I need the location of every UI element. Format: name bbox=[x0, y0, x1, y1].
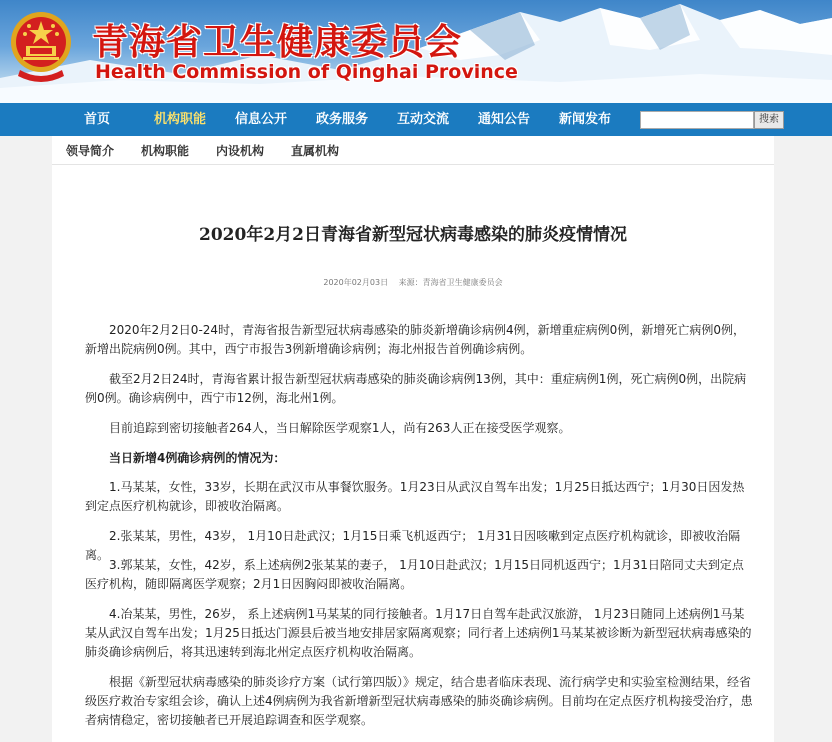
nav-item-home[interactable]: 首页 bbox=[84, 112, 111, 127]
article-date: 2020年02月03日 bbox=[323, 278, 389, 287]
search-input[interactable] bbox=[640, 111, 754, 129]
article-paragraph: 1.马某某，女性，33岁，长期在武汉市从事餐饮服务。1月23日从武汉自驾车出发；1月25日抵达西宁；1月30日因发热到定点医疗机构就诊，即被收治隔离。 bbox=[85, 480, 745, 513]
subnav-item-functions[interactable]: 机构职能 bbox=[141, 144, 190, 158]
nav-item-interaction[interactable]: 互动交流 bbox=[397, 112, 450, 127]
sub-nav bbox=[52, 136, 774, 165]
article-source: 来源：青海省卫生健康委员会 bbox=[398, 278, 503, 287]
subnav-item-leaders[interactable]: 领导简介 bbox=[66, 144, 115, 158]
article-title: 2020年2月2日青海省新型冠状病毒感染的肺炎疫情情况 bbox=[199, 225, 627, 245]
article-paragraph: 4.冶某某，男性，26岁， 系上述病例1马某某的同行接触者。1月17日自驾车赴武汉旅游， 1月23日随同上述病例1马某某从武汉自驾车出发；1月25日抵达门源县后被当地安排居家隔离观察；同行者上述病例1马某某被诊断为新型冠状病毒感染的肺炎确诊病例后，将其迅速转到海北州定点医疗机构收治隔离。 bbox=[85, 607, 752, 659]
article-paragraph: 2020年2月2日0-24时，青海省报告新型冠状病毒感染的肺炎新增确诊病例4例，新增重症病例0例，新增死亡病例0例，新增出院病例0例。其中，西宁市报告3例新增确诊病例；海北州报告首例确诊病例。 bbox=[85, 323, 745, 356]
article-paragraph: 根据《新型冠状病毒感染的肺炎诊疗方案（试行第四版）》规定，结合患者临床表现、流行病学史和实验室检测结果，经省级医疗救治专家组会诊，确认上述4例病例为我省新增新型冠状病毒感染的肺炎确诊病例。目前均在定点医疗机构接受治疗，患者病情稳定，密切接触者已开展追踪调查和医学观察。 bbox=[85, 675, 753, 727]
article-paragraph: 目前追踪到密切接触者264人，当日解除医学观察1人，尚有263人正在接受医学观察。 bbox=[109, 421, 571, 435]
site-title-en: Health Commission of Qinghai Province bbox=[95, 61, 518, 83]
article-paragraph: 2.张某某，男性，43岁， 1月10日赴武汉；1月15日乘飞机返西宁； 1月31日因咳嗽到定点医疗机构就诊，即被收治隔离。 bbox=[85, 529, 741, 562]
nav-item-functions[interactable]: 机构职能 bbox=[154, 112, 207, 127]
subnav-item-departments[interactable]: 内设机构 bbox=[216, 144, 265, 158]
article-meta bbox=[52, 277, 774, 288]
site-title-cn: 青海省卫生健康委员会 bbox=[92, 22, 463, 63]
nav-item-info-disclosure[interactable]: 信息公开 bbox=[235, 112, 288, 127]
subnav-item-affiliates[interactable]: 直属机构 bbox=[291, 144, 340, 158]
nav-item-news[interactable]: 新闻发布 bbox=[559, 112, 612, 127]
nav-item-gov-services[interactable]: 政务服务 bbox=[316, 112, 369, 127]
search-button[interactable]: 搜索 bbox=[754, 111, 784, 129]
article-paragraph: 截至2月2日24时，青海省累计报告新型冠状病毒感染的肺炎确诊病例13例，其中：重症病例1例，死亡病例0例，出院病例0例。确诊病例中，西宁市12例，海北州1例。 bbox=[85, 372, 747, 405]
article-subheading: 当日新增4例确诊病例的情况为： bbox=[109, 451, 286, 465]
national-emblem-icon bbox=[6, 4, 76, 88]
article-paragraph: 3.郭某某，女性，42岁，系上述病例2张某某的妻子， 1月10日赴武汉；1月15日同机返西宁；1月31日陪同丈夫到定点医疗机构，随即隔离医学观察；2月1日因胸闷即被收治隔离。 bbox=[85, 558, 744, 591]
main-nav bbox=[0, 103, 832, 136]
header-banner bbox=[0, 0, 832, 103]
nav-item-notices[interactable]: 通知公告 bbox=[478, 112, 531, 127]
content-panel bbox=[52, 136, 774, 742]
